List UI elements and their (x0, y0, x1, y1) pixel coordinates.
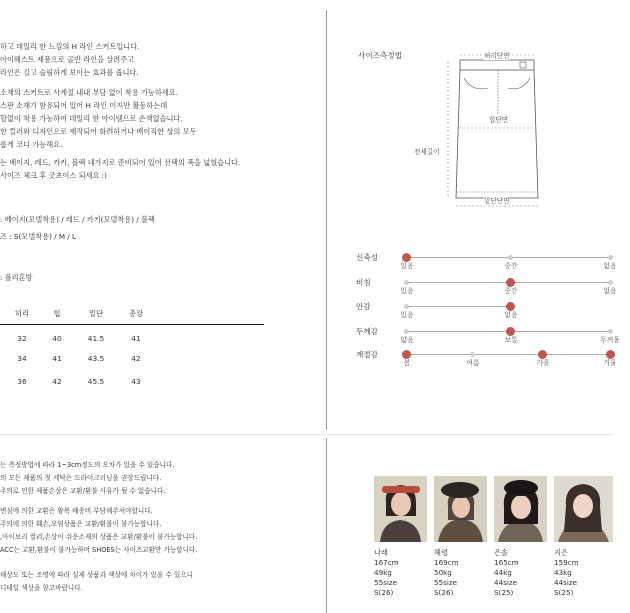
attr-label-sheerness: 비침 (356, 278, 371, 287)
attribute-scales (356, 250, 620, 370)
attr-option: 중간 (504, 262, 518, 270)
length-label: 전체길이 (414, 148, 440, 156)
model-name: 혜령 (434, 548, 448, 557)
attr-label-season: 계절감 (356, 350, 379, 359)
description-line: 아이웨스트 제품으로 골반 라인을 살려주고 (0, 55, 135, 64)
table-header-rule (0, 324, 264, 325)
notice-line: 주의로 인한 제품손상은 교환/환불 사유가 될 수 없습니다. (0, 487, 166, 495)
attr-option: 보통 (504, 336, 518, 344)
model-name: 지은 (554, 548, 568, 557)
table-header: 총장 (128, 309, 144, 318)
attr-label-thickness: 두께감 (356, 327, 379, 336)
table-cell: 41.5 (87, 334, 105, 343)
attr-track (406, 306, 512, 307)
notice-block (0, 461, 320, 601)
model-portrait-icon (374, 476, 427, 542)
description-line: 라인은 길고 슬림하게 보이는 효과를 줍니다. (0, 68, 139, 77)
table-cell: 43.5 (87, 354, 105, 363)
attr-option: 여름 (466, 359, 480, 367)
model-photo (494, 476, 547, 542)
hip-label: 힙단면 (489, 116, 509, 124)
table-cell: 42 (52, 377, 62, 386)
notice-line: 변심에 의한 교환은 왕복 배송비 부담해주셔야합니다. (0, 507, 153, 515)
table-cell: 41 (52, 354, 62, 363)
description-line: 할없이 착용 가능하여 데일리 한 아이템으로 손색없습니다. (0, 114, 183, 123)
notice-line: 주의에 의한 훼손,오염상품은 교환/환불이 불가능합니다. (0, 520, 162, 528)
measure-title: 사이즈측정법 (358, 51, 403, 60)
table-header: 밑단 (88, 309, 104, 318)
model-info-hyeryeong (434, 548, 490, 608)
notice-line: 의 모든 제품의 첫 세탁은 드라이크리닝을 권장드립니다. (0, 474, 162, 482)
notice-line: 디테일 색상을 참고바랍니다. (0, 584, 83, 592)
fabric-info: : 폴리혼방 (0, 273, 33, 282)
model-info-eunsol (494, 548, 550, 608)
model-name: 은솔 (494, 548, 508, 557)
model-bottom-size: S(26) (434, 588, 454, 597)
model-height: 169cm (434, 558, 459, 567)
model-weight: 50kg (434, 568, 452, 577)
model-height: 167cm (374, 558, 399, 567)
table-cell: 32 (17, 334, 27, 343)
attr-option: 가을 (536, 359, 550, 367)
attr-track (406, 354, 613, 355)
section-divider (0, 434, 613, 435)
description-line: 하고 데일리 한 느낌의 H 라인 스커트입니다. (0, 42, 140, 51)
description-line: 롭게 코디 가능해요. (0, 140, 63, 149)
bottom-vertical-divider (326, 438, 327, 613)
notice-line: ,아이보리 컬러,손상이 쉬운소재의 상품은 교환/환불이 불가능합니다. (0, 533, 198, 541)
table-header: 힙 (53, 309, 61, 318)
model-info-jieun (554, 548, 610, 608)
size-table (0, 304, 270, 394)
table-cell: 43 (131, 377, 141, 386)
description-block (0, 42, 320, 182)
model-info-naerae (374, 548, 430, 608)
table-cell: 36 (17, 377, 27, 386)
notice-line: 는 측정방법에 따라 1~3cm정도의 오차가 있을 수 있습니다. (0, 461, 175, 469)
table-cell: 40 (52, 334, 62, 343)
table-cell: 45.5 (87, 377, 105, 386)
model-portrait-icon (434, 476, 487, 542)
attr-option: 있음 (400, 311, 414, 319)
model-photo (374, 476, 427, 542)
model-portrait-icon (494, 476, 547, 542)
table-header: 허리 (14, 309, 30, 318)
attr-option: 없음 (603, 287, 617, 295)
model-top-size: 44size (554, 578, 578, 587)
attr-label-stretch: 신축성 (356, 253, 379, 262)
model-portrait-icon (554, 476, 613, 542)
table-cell: 34 (17, 354, 27, 363)
attr-option: 겨울 (603, 359, 617, 367)
model-photo (434, 476, 487, 542)
color-options: : 베이지(모델착용) / 레드 / 카키(모델착용) / 블랙 (0, 215, 155, 224)
description-line: 스판 소재가 함유되어 있어 H 라인 이지만 활동하는데 (0, 101, 168, 110)
description-line: 한 컬러와 디자인으로 제작되어 화려하거나 베이직한 상의 모두 (0, 127, 197, 136)
table-cell: 41 (131, 334, 141, 343)
model-weight: 49kg (374, 568, 392, 577)
notice-line: ACC는 교환,환불이 불가능하며 SHOES는 사이즈교환만 가능합니다. (0, 546, 198, 554)
model-weight: 43kg (554, 568, 572, 577)
attr-option: 있음 (400, 287, 414, 295)
size-options: 즈 : S(모델착용) / M / L (0, 232, 77, 241)
model-bottom-size: S(25) (494, 588, 514, 597)
attr-option: 없음 (603, 262, 617, 270)
waist-label: 허리단면 (484, 52, 510, 60)
description-line: 는 베이지, 레드, 카키, 블랙 네가지로 준비되어 있어 선택의 폭을 넓혔습니다. (0, 158, 241, 167)
model-height: 165cm (494, 558, 519, 567)
attr-option: 중간 (504, 287, 518, 295)
model-weight: 44kg (494, 568, 512, 577)
attr-option: 있음 (400, 262, 414, 270)
model-top-size: 55size (434, 578, 458, 587)
model-top-size: 55size (374, 578, 398, 587)
skirt-diagram (412, 48, 562, 223)
notice-line: 해상도 또는 조명에 따라 실제 상품과 색상에 차이가 있을 수 있으니 (0, 571, 193, 579)
model-top-size: 44size (494, 578, 518, 587)
model-bottom-size: S(26) (374, 588, 394, 597)
model-bottom-size: S(25) (554, 588, 574, 597)
attr-option: 두꺼움 (600, 336, 620, 344)
model-name: 나래 (374, 548, 388, 557)
attr-option: 얇음 (400, 336, 414, 344)
model-photo (554, 476, 613, 542)
attr-option: 없음 (504, 311, 518, 319)
description-line: 사이즈 체크 후 굿초이스 되세요 :) (0, 171, 107, 180)
hem-label: 밑단단면 (484, 197, 510, 205)
model-height: 159cm (554, 558, 579, 567)
table-cell: 42 (131, 354, 141, 363)
attr-option: 봄 (403, 359, 411, 367)
top-vertical-divider (326, 10, 327, 430)
attr-label-lining: 안감 (356, 302, 371, 311)
description-line: 소재의 스커트로 사계절 내내 부담 없이 착용 가능하세요. (0, 88, 178, 97)
